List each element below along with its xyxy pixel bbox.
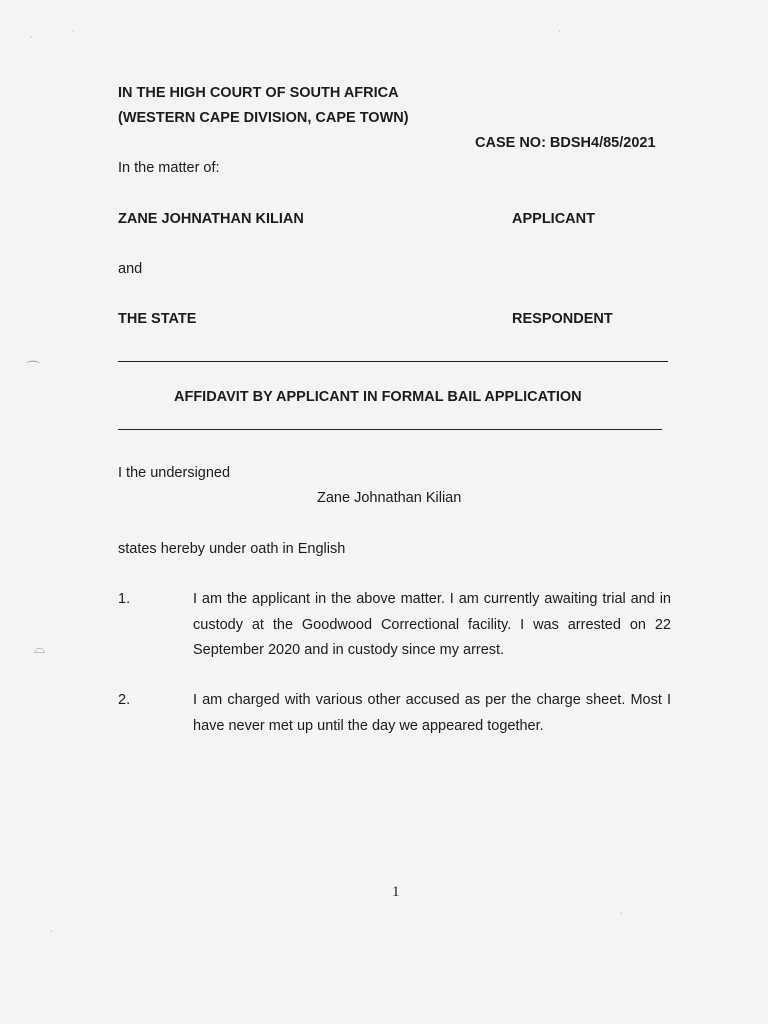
page-number: 1 xyxy=(392,884,400,900)
paragraph-text: I am the applicant in the above matter. I am currently awaiting trial and in custody at the Goodwood Correctional facility. I was arrested on 22 September 2020 and in custody since my arrest. xyxy=(193,591,671,658)
respondent-name: THE STATE xyxy=(118,311,197,327)
conjunction-and: and xyxy=(118,261,143,277)
court-name-line2: (WESTERN CAPE DIVISION, CAPE TOWN) xyxy=(118,110,409,126)
scan-hole-mark: ⌓ xyxy=(34,640,46,656)
scan-hole-mark: ⌒ xyxy=(26,360,40,376)
scan-speck: ˙ xyxy=(50,930,54,941)
document-title: AFFIDAVIT BY APPLICANT IN FORMAL BAIL APPLICATION xyxy=(174,389,582,405)
case-number: CASE NO: BDSH4/85/2021 xyxy=(475,135,656,151)
paragraph-number: 1. xyxy=(118,591,131,607)
court-name-line1: IN THE HIGH COURT OF SOUTH AFRICA xyxy=(118,85,399,101)
matter-intro: In the matter of: xyxy=(118,160,220,176)
scan-speck: ˙ xyxy=(72,30,76,41)
respondent-role: RESPONDENT xyxy=(512,311,613,327)
oath-statement: states hereby under oath in English xyxy=(118,541,346,557)
scan-speck: ˙ xyxy=(30,36,34,47)
scan-speck: ˙ xyxy=(558,30,562,41)
scan-speck: ˙ xyxy=(620,912,624,923)
applicant-role: APPLICANT xyxy=(512,211,595,227)
title-bottom-rule xyxy=(118,429,662,430)
title-top-rule xyxy=(118,361,668,362)
deponent-name: Zane Johnathan Kilian xyxy=(317,490,462,506)
paragraph-text: I am charged with various other accused as per the charge sheet. Most I have never met up until the day we appeared together. xyxy=(193,692,671,734)
undersigned-text: I the undersigned xyxy=(118,465,231,481)
paragraph-number: 2. xyxy=(118,692,131,708)
applicant-name: ZANE JOHNATHAN KILIAN xyxy=(118,211,304,227)
